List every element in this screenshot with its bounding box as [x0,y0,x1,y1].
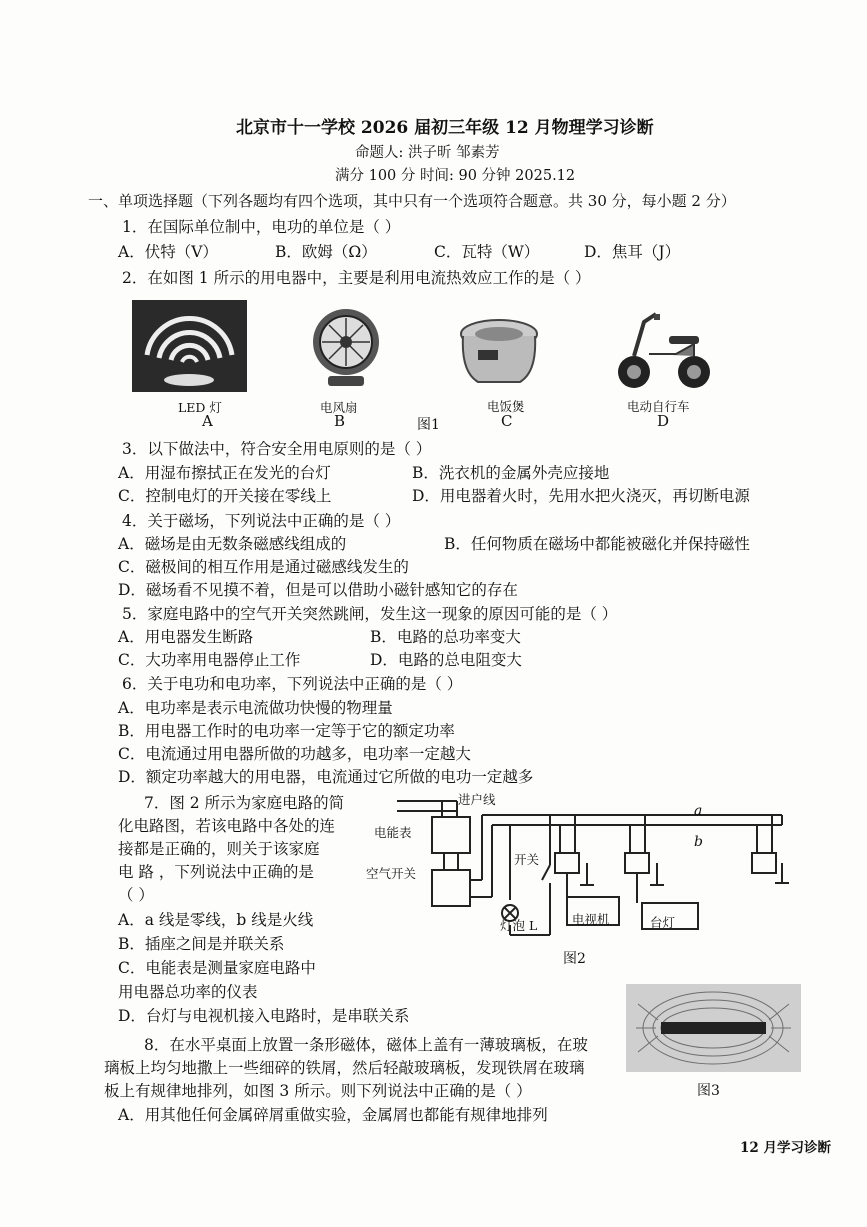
q8-stem-line1: 8．在水平桌面上放置一条形磁体，磁体上盖有一薄玻璃板，在玻 [144,1036,588,1054]
q7-option-d: D．台灯与电视机接入电路时，是串联关系 [118,1007,410,1025]
q2-item-c-letter: C [501,412,513,430]
q4-option-b: B．任何物质在磁场中都能被磁化并保持磁性 [444,535,750,553]
q6-stem: 6．关于电功和电功率，下列说法中正确的是（ ） [122,675,463,693]
led-lamp-image [132,300,247,392]
q2-item-b-name: 电风扇 [320,400,358,415]
q2-item-d-name: 电动自行车 [627,399,690,414]
fig2-bulb-label: 灯泡 L [500,918,538,933]
q2-item-b-letter: B [334,412,346,430]
q5-option-b: B．电路的总功率变大 [370,628,521,646]
q1-option-d: D．焦耳（J） [584,243,681,261]
page-footer: 12 月学习诊断 [740,1140,831,1156]
fig2-entry-line: 进户线 [458,792,496,807]
q7-stem-line1: 7．图 2 所示为家庭电路的简 [144,794,345,812]
q6-option-a: A．电功率是表示电流做功快慢的物理量 [118,699,393,717]
q3-option-c: C．控制电灯的开关接在零线上 [118,487,332,505]
q4-stem: 4．关于磁场，下列说法中正确的是（ ） [122,512,401,530]
q8-stem-line2: 璃板上均匀地撒上一些细碎的铁屑，然后轻敲玻璃板，发现铁屑在玻璃 [104,1059,585,1077]
rice-cooker-image [458,312,540,390]
section-heading: 一、单项选择题（下列各题均有四个选项，其中只有一个选项符合题意。共 30 分，每小题 2 分） [88,192,736,210]
q7-stem-line4: 电 路 ，下列说法中正确的是 [118,863,314,881]
fig2-lamp-label: 台灯 [650,915,676,930]
q3-option-a: A．用湿布擦拭正在发光的台灯 [118,464,331,482]
q7-stem-line3: 接都是正确的，则关于该家庭 [118,840,320,858]
fig3-label: 图3 [697,1083,720,1099]
q3-option-d: D．用电器着火时，先用水把火浇灭，再切断电源 [412,487,750,505]
q2-item-c-name: 电饭煲 [487,399,525,414]
q2-stem: 2．在如图 1 所示的用电器中，主要是利用电流热效应工作的是（ ） [122,269,591,287]
q7-stem-line5: （ ） [118,886,154,904]
q2-item-a-letter: A [202,412,213,430]
q5-option-a: A．用电器发生断路 [118,628,254,646]
q3-stem: 3．以下做法中，符合安全用电原则的是（ ） [122,440,432,458]
q7-option-c-line1: C．电能表是测量家庭电路中 [118,959,316,977]
fig2-meter-label: 电能表 [374,825,412,840]
q5-stem: 5．家庭电路中的空气开关突然跳闸，发生这一现象的原因可能的是（ ） [122,605,618,623]
q1-option-c: C．瓦特（W） [434,243,540,261]
fig2-breaker-label: 空气开关 [366,866,417,881]
electric-fan-image [310,302,382,392]
exam-title: 北京市十一学校 2026 届初三年级 12 月物理学习诊断 [236,118,654,138]
q8-option-a: A．用其他任何金属碎屑重做实验，金属屑也都能有规律地排列 [118,1106,548,1124]
q2-item-a-name: LED 灯 [178,400,222,415]
q1-option-a: A．伏特（V） [118,243,218,261]
fig2-wire-b: b [694,834,703,850]
electric-bicycle-image [614,304,714,392]
q5-option-c: C．大功率用电器停止工作 [118,651,301,669]
q1-option-b: B．欧姆（Ω） [275,243,377,261]
q8-stem-line3: 板上有规律地排列，如图 3 所示。则下列说法中正确的是（ ） [104,1082,532,1100]
q7-option-a: A．a 线是零线，b 线是火线 [118,911,314,929]
exam-meta: 满分 100 分 时间: 90 分钟 2025.12 [335,168,576,184]
q6-option-b: B．用电器工作时的电功率一定等于它的额定功率 [118,722,455,740]
q7-option-b: B．插座之间是并联关系 [118,935,285,953]
q4-option-d: D．磁场看不见摸不着，但是可以借助小磁针感知它的存在 [118,581,518,599]
iron-filings-image [626,984,801,1072]
q5-option-d: D．电路的总电阻变大 [370,651,522,669]
q3-option-b: B．洗衣机的金属外壳应接地 [412,464,610,482]
fig2-label: 图2 [563,951,586,967]
exam-authors: 命题人: 洪子昕 邹素芳 [355,145,500,161]
fig2-switch-label: 开关 [514,852,540,867]
q4-option-a: A．磁场是由无数条磁感线组成的 [118,535,347,553]
q7-stem-line2: 化电路图，若该电路中各处的连 [118,817,336,835]
q1-stem: 1．在国际单位制中，电功的单位是（ ） [122,218,401,236]
fig2-tv-label: 电视机 [572,912,610,927]
fig1-label: 图1 [417,417,440,433]
q6-option-c: C．电流通过用电器所做的功越多，电功率一定越大 [118,745,471,763]
q2-item-d-letter: D [657,412,670,430]
fig2-wire-a: a [694,803,703,819]
q6-option-d: D．额定功率越大的用电器，电流通过它所做的电功一定越多 [118,768,534,786]
household-circuit-diagram [362,785,802,965]
q4-option-c: C．磁极间的相互作用是通过磁感线发生的 [118,558,409,576]
q7-option-c-line2: 用电器总功率的仪表 [118,983,258,1001]
